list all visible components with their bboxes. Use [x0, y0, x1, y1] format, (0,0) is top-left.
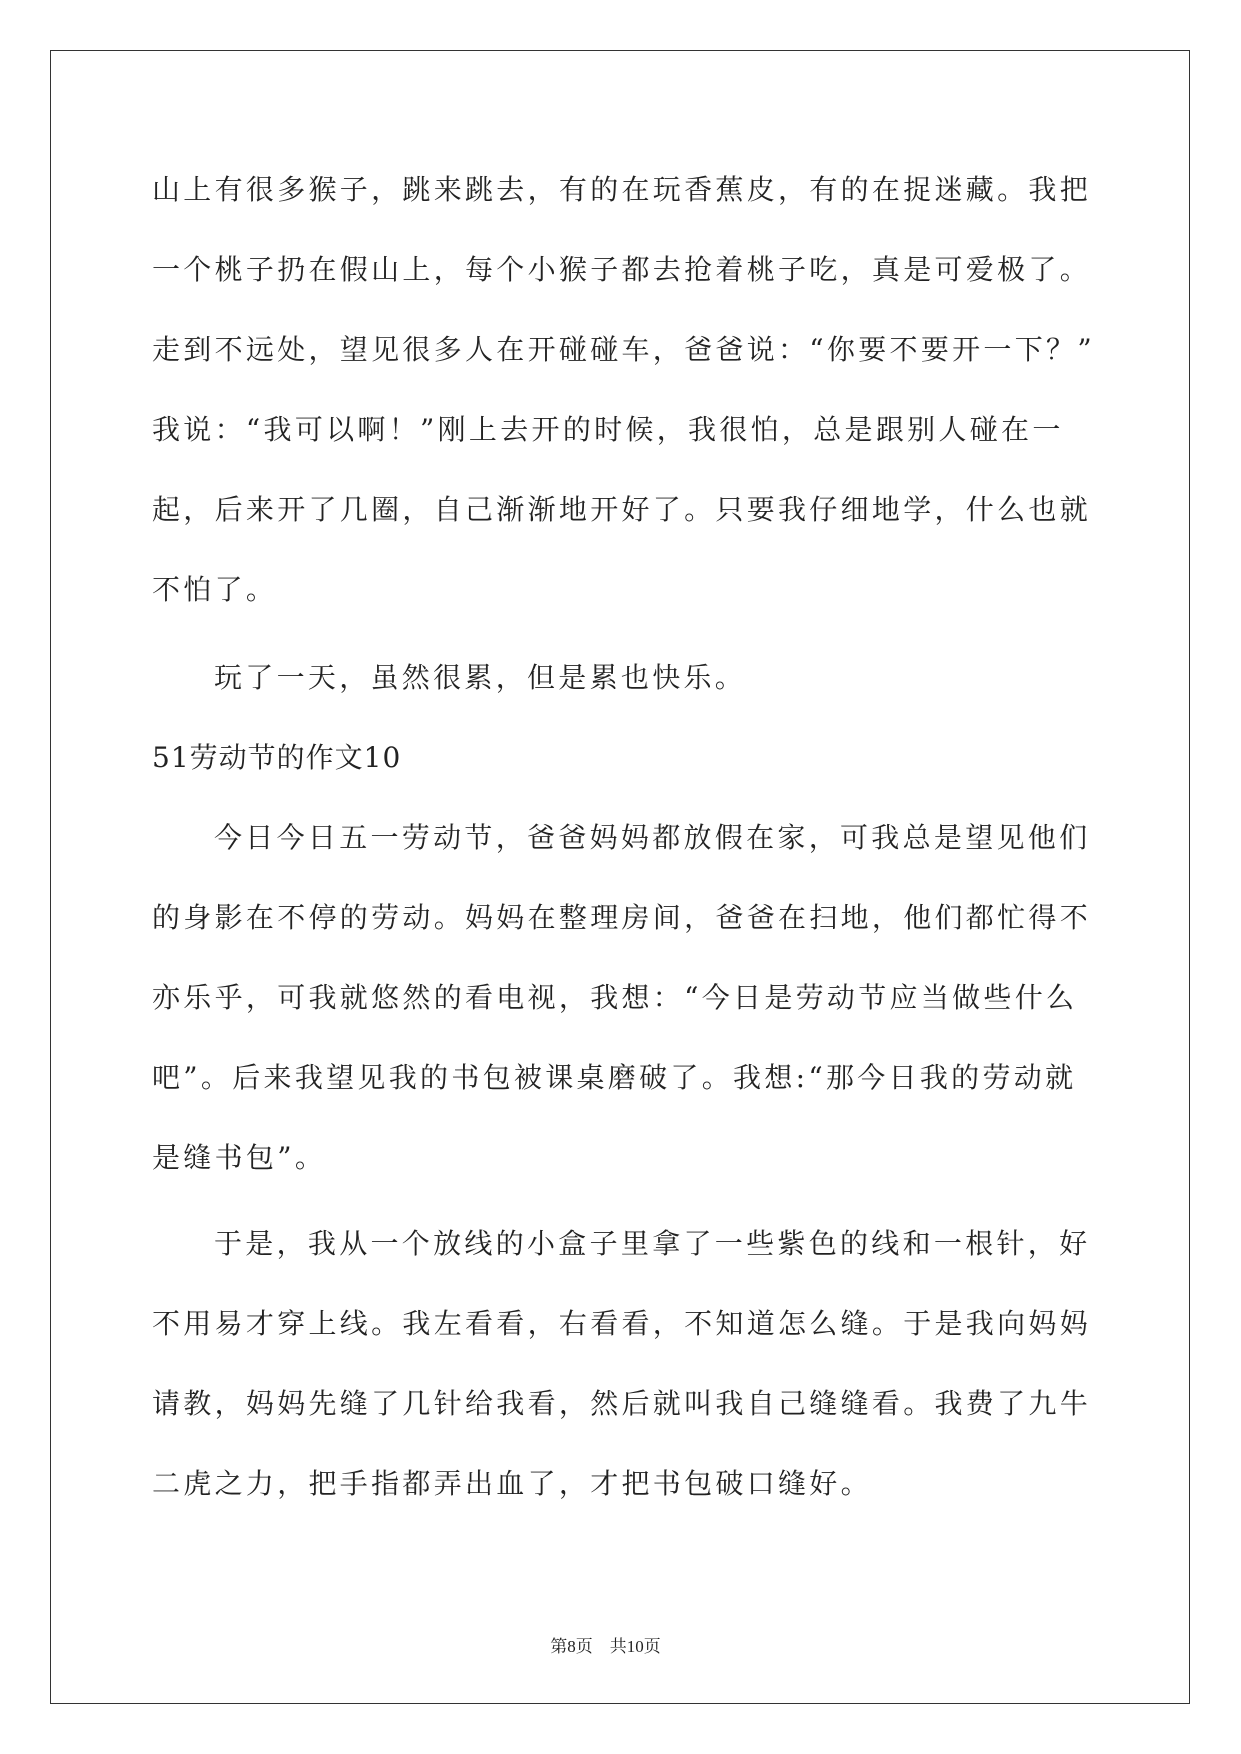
section-heading — [152, 718, 1152, 798]
text-line: 请教，妈妈先缝了几针给我看，然后就叫我自己缝缝看。我费了九牛 — [152, 1387, 1092, 1420]
paragraph — [152, 638, 1152, 718]
text-line: 一个桃子扔在假山上，每个小猴子都去抢着桃子吃，真是可爱极了。 — [152, 253, 1092, 286]
text-line: 山上有很多猴子，跳来跳去，有的在玩香蕉皮，有的在捉迷藏。我把 — [152, 173, 1092, 206]
text-line: 起，后来开了几圈，自己渐渐地开好了。只要我仔细地学，什么也就 — [152, 493, 1092, 526]
text-line: 走到不远处，望见很多人在开碰碰车，爸爸说：“你要不要开一下？” — [152, 333, 1095, 366]
text-line: 不用易才穿上线。我左看看，右看看，不知道怎么缝。于是我向妈妈 — [152, 1307, 1092, 1340]
text-line: 亦乐乎，可我就悠然的看电视，我想：“今日是劳动节应当做些什么 — [152, 981, 1078, 1014]
paragraph — [152, 1204, 1152, 1524]
text-line: 二虎之力，把手指都弄出血了，才把书包破口缝好。 — [152, 1467, 872, 1500]
document-body — [152, 150, 1152, 1524]
paragraph — [152, 150, 1152, 630]
text-line: 于是，我从一个放线的小盒子里拿了一些紫色的线和一根针，好 — [214, 1227, 1091, 1260]
page-footer: 第8页 共10页 — [550, 1637, 661, 1656]
text-line: 吧”。后来我望见我的书包被课桌磨破了。我想:“那今日我的劳动就 — [152, 1061, 1077, 1094]
text-line: 我说：“我可以啊！”刚上去开的时候，我很怕，总是跟别人碰在一 — [152, 413, 1064, 446]
text-line: 今日今日五一劳动节，爸爸妈妈都放假在家，可我总是望见他们 — [214, 821, 1091, 854]
paragraph — [152, 798, 1152, 1198]
text-line: 是缝书包”。 — [152, 1141, 327, 1174]
text-line: 不怕了。 — [152, 573, 278, 606]
text-line: 的身影在不停的劳动。妈妈在整理房间，爸爸在扫地，他们都忙得不 — [152, 901, 1092, 934]
section-heading-text: 51劳动节的作文10 — [152, 741, 402, 774]
text-line: 玩了一天，虽然很累，但是累也快乐。 — [214, 661, 747, 694]
